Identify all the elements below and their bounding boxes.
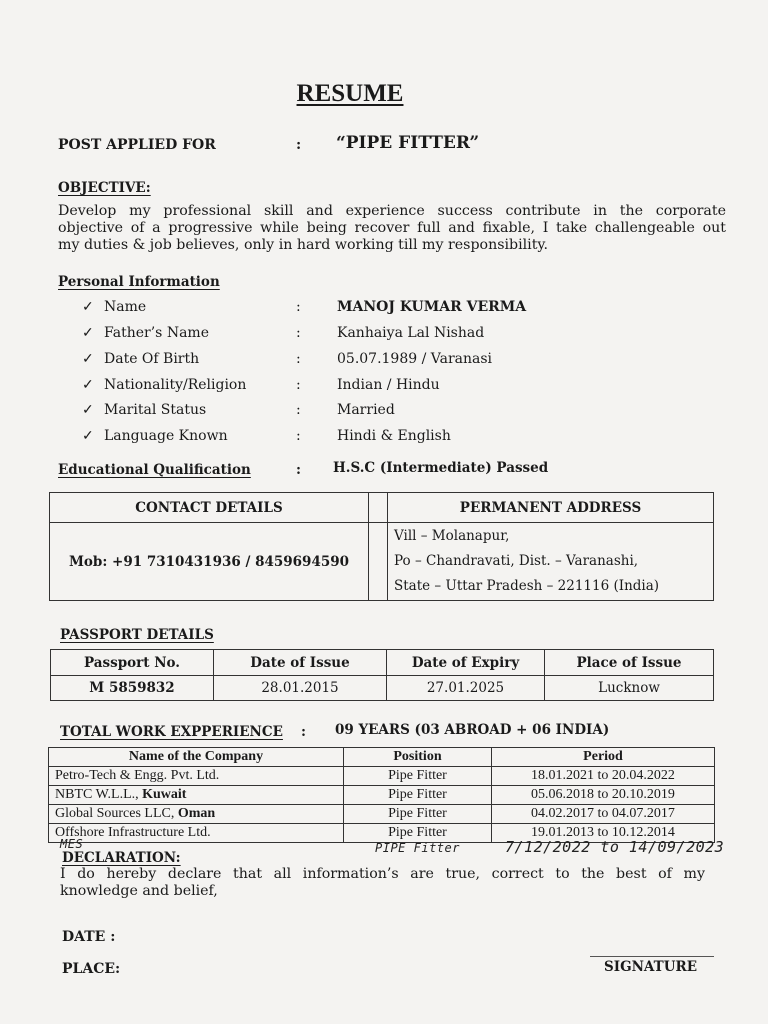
info-colon: : (296, 428, 301, 444)
position: Pipe Fitter (344, 824, 492, 843)
info-value: 05.07.1989 / Varanasi (337, 351, 493, 367)
handwritten-period: 7/12/2022 to 14/09/2023 (505, 838, 725, 856)
period: 18.01.2021 to 20.04.2022 (492, 767, 715, 786)
declaration-heading: DECLARATION: (62, 850, 181, 866)
info-label: Date Of Birth (104, 351, 200, 367)
personal-heading: Personal Information (58, 274, 220, 290)
company-name-text: Petro-Tech & Engg. Pvt. Ltd. (55, 768, 220, 783)
company-name (49, 786, 344, 805)
company-name-text: Global Sources LLC, (55, 806, 178, 821)
info-value: Indian / Hindu (337, 377, 440, 393)
signature-line (590, 956, 714, 957)
objective-heading: OBJECTIVE: (58, 180, 151, 196)
experience-table (48, 747, 715, 843)
address-line: Vill – Molanapur, (394, 528, 510, 544)
experience-label: TOTAL WORK EXPPERIENCE (60, 724, 283, 740)
info-value: MANOJ KUMAR VERMA (337, 299, 527, 315)
check-icon: ✓ (82, 377, 94, 393)
info-label: Name (104, 299, 147, 315)
experience-column-header: Name of the Company (49, 748, 344, 767)
table-row (49, 767, 715, 786)
company-country: Oman (177, 806, 216, 821)
declaration-line: knowledge and belief, (60, 883, 218, 899)
objective-line: Develop my professional skill and experience success contribute in the corporate (58, 203, 726, 219)
info-colon: : (296, 377, 301, 393)
info-label: Nationality/Religion (104, 377, 247, 393)
table-spacer-cell (369, 493, 388, 523)
info-colon: : (296, 351, 301, 367)
period: 04.02.2017 to 04.07.2017 (492, 805, 715, 824)
check-icon: ✓ (82, 402, 94, 418)
period: 19.01.2013 to 10.12.2014 (492, 824, 715, 843)
place-label: PLACE: (62, 961, 121, 977)
education-value: H.S.C (Intermediate) Passed (333, 460, 549, 476)
info-colon: : (296, 402, 301, 418)
passport-heading: PASSPORT DETAILS (60, 627, 214, 643)
declaration-text (60, 866, 705, 900)
objective-text (58, 203, 726, 254)
info-colon: : (296, 299, 301, 315)
company-name-text: NBTC W.L.L., (55, 787, 143, 802)
address-line: Po – Chandravati, Dist. – Varanashi, (394, 553, 639, 569)
address-cell (388, 523, 714, 601)
passport-issue-place: Lucknow (545, 676, 714, 701)
contact-heading: CONTACT DETAILS (50, 493, 369, 523)
info-colon: : (296, 325, 301, 341)
info-label: Language Known (104, 428, 228, 444)
contact-table (49, 492, 714, 601)
position: Pipe Fitter (344, 805, 492, 824)
info-value: Kanhaiya Lal Nishad (337, 325, 485, 341)
table-row (49, 805, 715, 824)
post-value: “PIPE FITTER” (336, 133, 480, 153)
declaration-line: I do hereby declare that all information’s are true, correct to the best of my (60, 866, 705, 882)
handwritten-position: PIPE Fitter (375, 841, 460, 855)
company-name (49, 805, 344, 824)
passport-column-header: Place of Issue (545, 650, 714, 676)
experience-column-header: Position (344, 748, 492, 767)
handwritten-company: MES (60, 837, 84, 851)
date-label: DATE : (62, 929, 116, 945)
address-line: State – Uttar Pradesh – 221116 (India) (394, 578, 660, 594)
objective-line: objective of a progressive while being recover full and fixable, I take challengeable out (58, 220, 726, 236)
info-value: Married (337, 402, 395, 418)
passport-column-header: Date of Expiry (387, 650, 545, 676)
passport-column-header: Date of Issue (214, 650, 387, 676)
position: Pipe Fitter (344, 786, 492, 805)
education-colon: : (296, 462, 301, 478)
education-label: Educational Qualification (58, 462, 251, 478)
experience-total: 09 YEARS (03 ABROAD + 06 INDIA) (335, 722, 610, 738)
period: 05.06.2018 to 20.10.2019 (492, 786, 715, 805)
position: Pipe Fitter (344, 767, 492, 786)
info-label: Marital Status (104, 402, 207, 418)
mobile-number: Mob: +91 7310431936 / 8459694590 (50, 523, 369, 601)
info-label: Father’s Name (104, 325, 209, 341)
experience-colon: : (301, 724, 306, 740)
post-label: POST APPLIED FOR (58, 137, 216, 153)
passport-issue-date: 28.01.2015 (214, 676, 387, 701)
post-colon: : (296, 137, 302, 153)
passport-table (50, 649, 714, 701)
check-icon: ✓ (82, 351, 94, 367)
table-spacer-cell (369, 523, 388, 601)
passport-column-header: Passport No. (51, 650, 214, 676)
table-row (49, 786, 715, 805)
company-country: Kuwait (142, 787, 187, 802)
company-name (49, 767, 344, 786)
check-icon: ✓ (82, 428, 94, 444)
company-name-text: Offshore Infrastructure Ltd. (55, 825, 211, 840)
experience-column-header: Period (492, 748, 715, 767)
company-name (49, 824, 344, 843)
info-value: Hindi & English (337, 428, 451, 444)
passport-number: M 5859832 (51, 676, 214, 701)
check-icon: ✓ (82, 299, 94, 315)
check-icon: ✓ (82, 325, 94, 341)
objective-line: my duties & job believes, only in hard working till my responsibility. (58, 237, 549, 253)
page-title: RESUME (296, 80, 404, 107)
signature-label: SIGNATURE (604, 959, 697, 975)
passport-expiry-date: 27.01.2025 (387, 676, 545, 701)
address-heading: PERMANENT ADDRESS (388, 493, 714, 523)
